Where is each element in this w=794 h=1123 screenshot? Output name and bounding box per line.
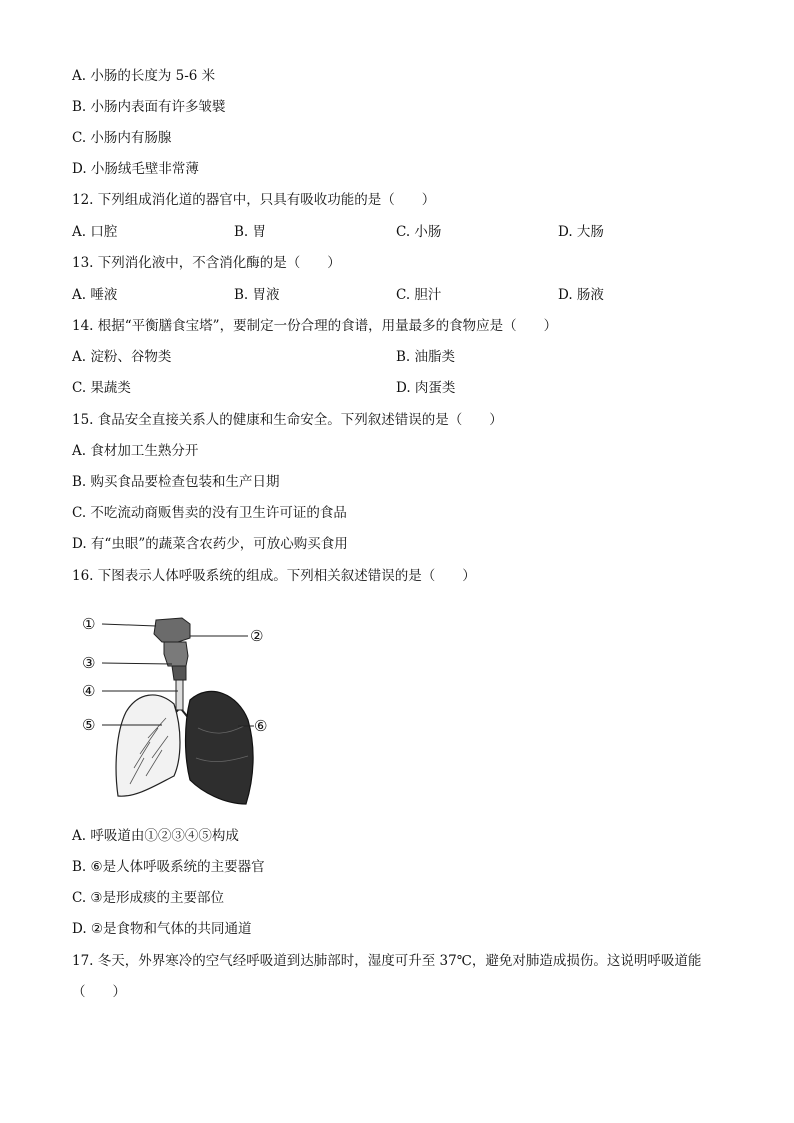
q12-option-b: B. 胃 bbox=[234, 224, 267, 240]
pharynx bbox=[164, 642, 188, 666]
q13-option-b: B. 胃液 bbox=[234, 287, 280, 303]
nasal-cavity bbox=[154, 618, 190, 642]
q17-stem-line1: 17. 冬天，外界寒冷的空气经呼吸道到达肺部时，湿度可升至 37℃，避免对肺造成损伤。这说明呼吸道能 bbox=[72, 953, 702, 969]
q14-option-d: D. 肉蛋类 bbox=[396, 380, 456, 396]
q17-stem-line2: （ ） bbox=[72, 984, 126, 1000]
q14-option-c: C. 果蔬类 bbox=[72, 380, 131, 396]
q11-option-b: B. 小肠内表面有许多皱襞 bbox=[72, 99, 226, 115]
q15-option-a: A. 食材加工生熟分开 bbox=[72, 443, 199, 459]
q11-option-d: D. 小肠绒毛壁非常薄 bbox=[72, 161, 199, 177]
q16-stem: 16. 下图表示人体呼吸系统的组成。下列相关叙述错误的是（ ） bbox=[72, 568, 476, 584]
q13-stem: 13. 下列消化液中，不含消化酶的是（ ） bbox=[72, 255, 341, 271]
q14-option-b: B. 油脂类 bbox=[396, 349, 456, 365]
q11-option-c: C. 小肠内有肠腺 bbox=[72, 130, 172, 146]
q13-option-a: A. 唾液 bbox=[72, 287, 118, 303]
lung-right bbox=[186, 691, 254, 804]
diagram-label-2: ② bbox=[250, 627, 264, 645]
diagram-label-3: ③ bbox=[82, 654, 96, 672]
diagram-label-1: ① bbox=[82, 615, 96, 633]
q15-option-c: C. 不吃流动商贩售卖的没有卫生许可证的食品 bbox=[72, 505, 347, 521]
q14-option-a: A. 淀粉、谷物类 bbox=[72, 349, 172, 365]
q16-option-d: D. ②是食物和气体的共同通道 bbox=[72, 921, 252, 937]
q16-option-b: B. ⑥是人体呼吸系统的主要器官 bbox=[72, 859, 265, 875]
q15-option-b: B. 购买食品要检查包装和生产日期 bbox=[72, 474, 280, 490]
q14-stem: 14. 根据“平衡膳食宝塔”，要制定一份合理的食谱，用量最多的食物应是（ ） bbox=[72, 318, 558, 334]
q12-option-a: A. 口腔 bbox=[72, 224, 118, 240]
q12-stem: 12. 下列组成消化道的器官中，只具有吸收功能的是（ ） bbox=[72, 192, 436, 208]
respiratory-system-diagram bbox=[78, 608, 278, 808]
q13-option-d: D. 肠液 bbox=[558, 287, 604, 303]
q15-option-d: D. 有“虫眼”的蔬菜含农药少，可放心购买食用 bbox=[72, 536, 348, 552]
q15-stem: 15. 食品安全直接关系人的健康和生命安全。下列叙述错误的是（ ） bbox=[72, 412, 503, 428]
trachea bbox=[176, 680, 183, 710]
diagram-label-5: ⑤ bbox=[82, 716, 96, 734]
q12-option-d: D. 大肠 bbox=[558, 224, 604, 240]
q13-option-c: C. 胆汁 bbox=[396, 287, 442, 303]
q12-option-c: C. 小肠 bbox=[396, 224, 442, 240]
diagram-label-4: ④ bbox=[82, 682, 96, 700]
diagram-label-6: ⑥ bbox=[254, 717, 268, 735]
larynx bbox=[172, 666, 186, 680]
q11-option-a: A. 小肠的长度为 5-6 米 bbox=[72, 68, 216, 84]
q16-option-c: C. ③是形成痰的主要部位 bbox=[72, 890, 225, 906]
q16-option-a: A. 呼吸道由①②③④⑤构成 bbox=[72, 828, 239, 844]
